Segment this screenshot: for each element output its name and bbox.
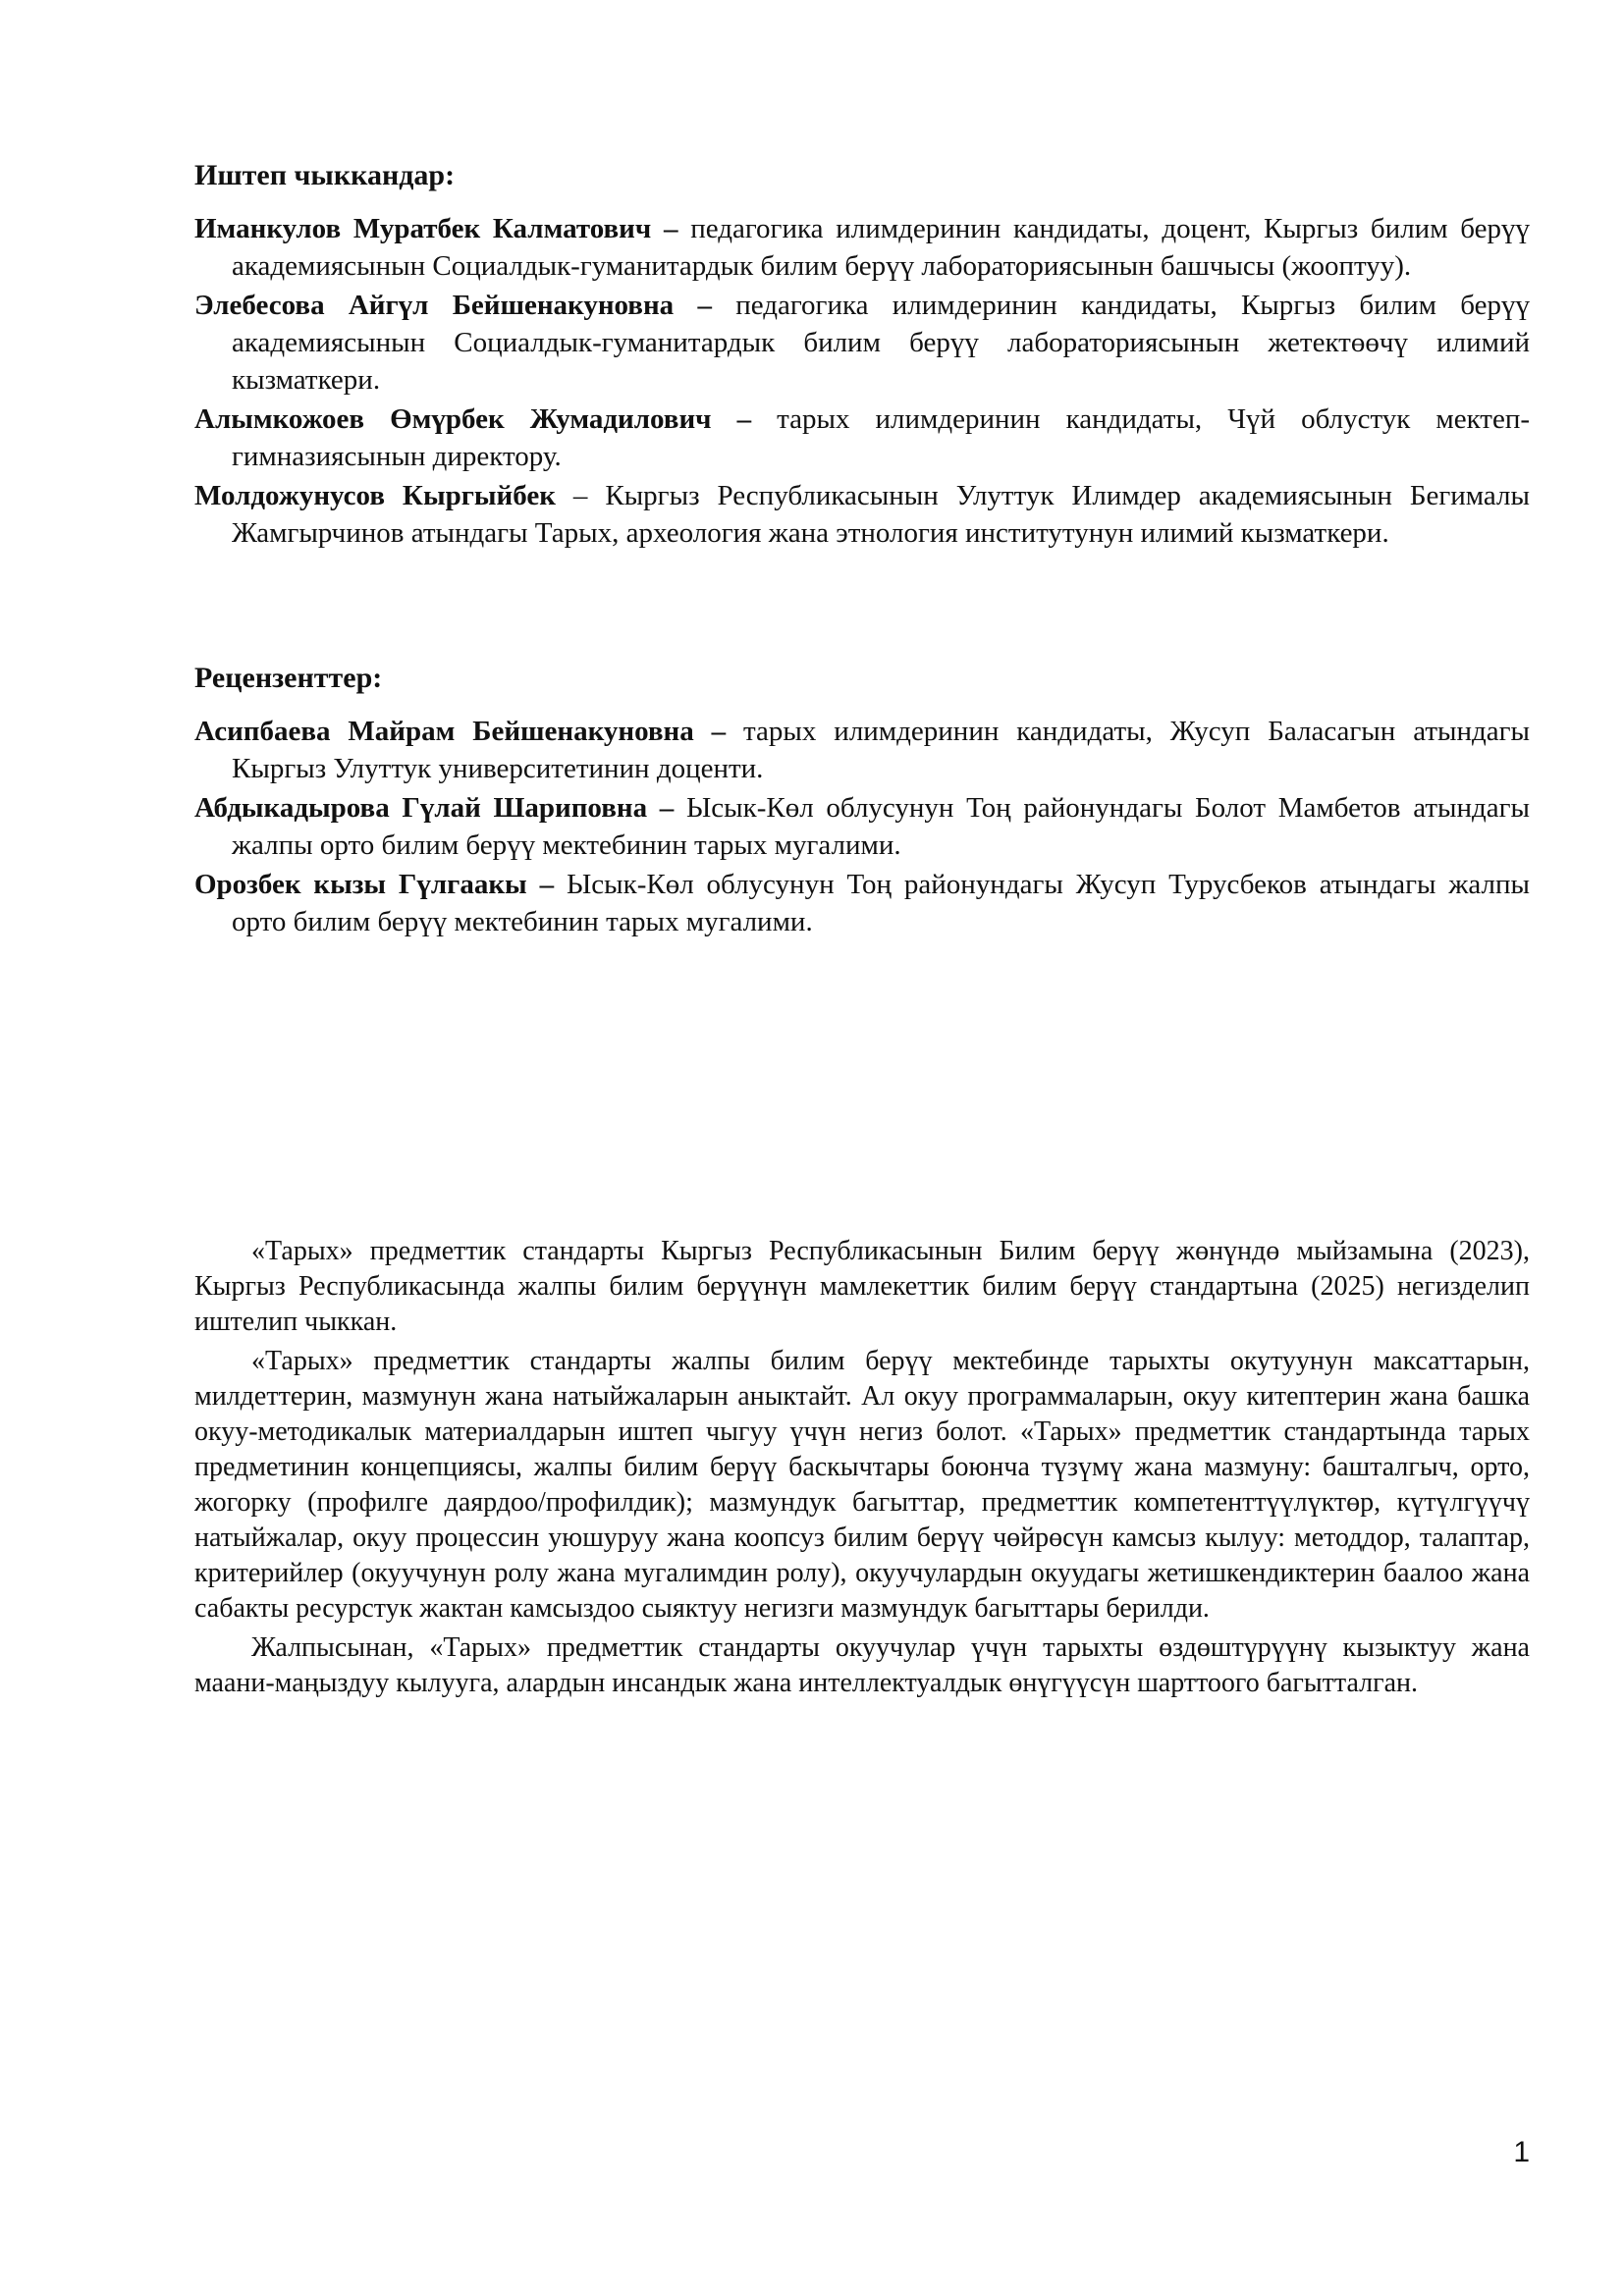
reviewer-description: тарых илимдеринин кандидаты, Жусуп Баласагын атындагы Кыргыз Улуттук университетинин доценти.	[232, 716, 1530, 784]
author-description: педагогика илимдеринин кандидаты, Кыргыз билим берүү академиясынын Социалдык-гуманитардык билим берүү лабораториясынын жетектөөчү илимий кызматкери.	[232, 290, 1531, 396]
author-name: Элебесова Айгүл Бейшенакуновна	[194, 290, 675, 321]
entry-dash: –	[664, 213, 678, 244]
entry-dash: –	[736, 403, 752, 435]
abstract-paragraph: «Тарых» предметтик стандарты Кыргыз Республикасынын Билим берүү жөнүндө мыйзамына (2023), Кыргыз Республикасында жалпы билим берүүнүн мамлекеттик билим берүү стандартына (2025) негизделип иштелип чыккан.	[194, 1236, 1530, 1337]
page-number: 1	[1513, 2136, 1530, 2168]
author-entry	[194, 477, 1530, 552]
reviewers-heading: Рецензенттер:	[194, 662, 383, 694]
reviewer-entry	[194, 866, 1530, 940]
author-name: Алымкожоев Өмүрбек Жумадилович	[194, 403, 712, 435]
author-description: Кыргыз Республикасынын Улуттук Илимдер академиясынын Бегималы Жамгырчинов атындагы Тарых, археология жана этнология институтунун илимий кызматкери.	[232, 480, 1531, 549]
reviewer-entry	[194, 713, 1530, 787]
entry-dash: –	[572, 480, 588, 511]
entry-dash: –	[697, 290, 712, 321]
authors-section	[194, 157, 1530, 554]
authors-heading: Иштеп чыккандар:	[194, 159, 456, 191]
reviewers-section	[194, 660, 1530, 942]
reviewer-entry	[194, 789, 1530, 864]
reviewer-name: Орозбек кызы Гүлгаакы	[194, 869, 527, 900]
abstract-section	[194, 1234, 1530, 1705]
entry-dash: –	[711, 716, 727, 747]
reviewer-name: Абдыкадырова Гүлай Шариповна	[194, 792, 648, 824]
reviewer-description: Ысык-Көл облусунун Тоң районундагы Жусуп Турусбеков атындагы жалпы орто билим берүү мектебинин тарых мугалими.	[232, 869, 1531, 937]
reviewer-description: Ысык-Көл облусунун Тоң районундагы Болот Мамбетов атындагы жалпы орто билим берүү мектебинин тарых мугалими.	[232, 792, 1531, 861]
author-entry	[194, 287, 1530, 399]
abstract-paragraph: «Тарых» предметтик стандарты жалпы билим берүү мектебинде тарыхты окутуунун максаттарын, милдеттерин, мазмунун жана натыйжаларын аныктайт. Ал окуу программаларын, окуу китептерин жана башка окуу-методикалык материалдарын иштеп чыгуу үчүн негиз болот. «Тарых» предметтик стандартында тарых предметинин концепциясы, жалпы билим берүү баскычтары боюнча түзүмү жана мазмуну: башталгыч, орто, жогорку (профилге даярдоо/профилдик); мазмундук багыттар, предметтик компетенттүүлүктөр, күтүлгүүчү натыйжалар, окуу процессин уюшуруу жана коопсуз билим берүү чөйрөсүн камсыз кылуу: методдор, талаптар, критерийлер (окуучунун ролу жана мугалимдин ролу), окуучулардын окуудагы жетишкендиктерин баалоо жана сабакты ресурстук жактан камсыздоо сыяктуу негизги мазмундук багыттары берилди.	[194, 1346, 1530, 1624]
author-entry	[194, 400, 1530, 475]
author-name: Молдожунусов Кыргыйбек	[194, 480, 556, 511]
reviewer-name: Асипбаева Майрам Бейшенакуновна	[194, 716, 694, 747]
abstract-paragraph: Жалпысынан, «Тарых» предметтик стандарты окуучулар үчүн тарыхты өздөштүрүүнү кызыктуу жана маани-маңыздуу кылууга, алардын инсандык жана интеллектуалдык өнүгүүсүн шарттоого багытталган.	[194, 1632, 1530, 1698]
author-description: педагогика илимдеринин кандидаты, доцент, Кыргыз билим берүү академиясынын Социалдык-гуманитардык билим берүү лабораториясынын башчысы (жооптуу).	[232, 213, 1531, 282]
author-description: тарых илимдеринин кандидаты, Чүй облустук мектеп-гимназиясынын директору.	[232, 403, 1531, 472]
author-name: Иманкулов Муратбек Калматович	[194, 213, 652, 244]
entry-dash: –	[539, 869, 555, 900]
entry-dash: –	[659, 792, 675, 824]
author-entry	[194, 210, 1530, 285]
